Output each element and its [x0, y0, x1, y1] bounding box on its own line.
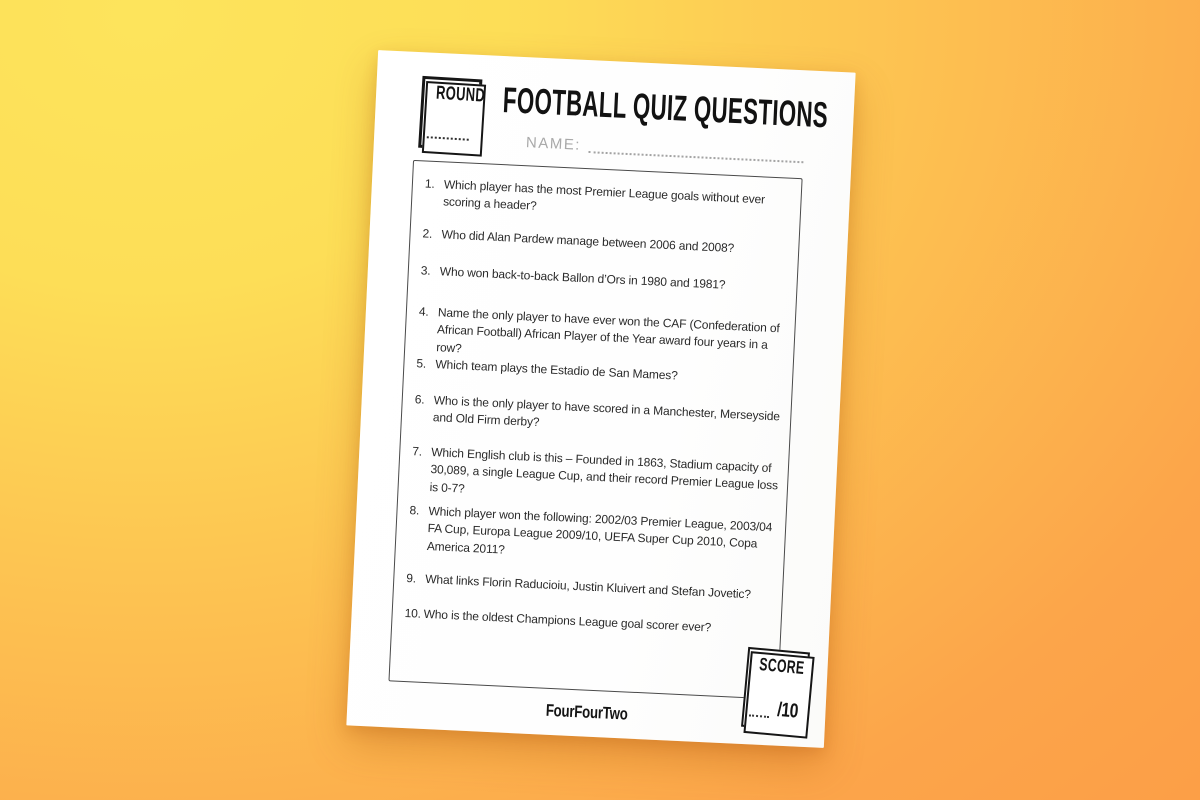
question-text: Who won back-to-back Ballon d’Ors in 1980 and 1981? — [439, 264, 726, 292]
question-item — [410, 443, 786, 513]
question-number: 5. — [416, 356, 427, 371]
question-text: Name the only player to have ever won the CAF (Confederation of African Football) African Player of the Year award four years in a row? — [435, 305, 780, 356]
question-text: Who is the only player to have scored in a Manchester, Merseyside and Old Firm derby? — [432, 393, 781, 430]
question-item — [404, 605, 778, 640]
question-number: 2. — [422, 226, 433, 241]
question-item — [406, 570, 780, 605]
quiz-sheet — [346, 50, 855, 748]
question-text: Which team plays the Estadio de San Mames? — [435, 357, 679, 383]
question-number: 8. — [409, 503, 420, 518]
question-text: Which English club is this – Founded in 1863, Stadium capacity of 30,089, a single League Cup, and their record Premier League loss is 0-7? — [429, 445, 779, 496]
questions-box — [388, 160, 802, 700]
score-label: SCORE — [758, 654, 806, 679]
fourfourtwo-logo: FourFourTwo — [544, 700, 628, 724]
question-number: 10. — [404, 605, 422, 621]
question-text: What links Florin Raducioiu, Justin Kluivert and Stefan Jovetic? — [424, 571, 752, 602]
question-text: Which player won the following: 2002/03 Premier League, 2003/04 FA Cup, Europa League 2009/10, UEFA Super Cup 2010, Copa America 2011? — [426, 504, 773, 557]
question-text: Who did Alan Pardew manage between 2006 and 2008? — [441, 227, 735, 256]
question-number: 3. — [420, 263, 431, 278]
name-row — [526, 135, 804, 163]
question-text: Who is the oldest Champions League goal scorer ever? — [423, 606, 712, 635]
question-item — [420, 262, 794, 297]
question-item — [424, 175, 799, 227]
score-total: /10 — [776, 698, 799, 723]
question-number: 9. — [406, 571, 417, 586]
round-fill-in-line — [427, 136, 469, 141]
page-title: FOOTBALL QUIZ QUESTIONS — [502, 79, 830, 136]
question-item — [422, 225, 796, 260]
question-item — [407, 502, 783, 572]
question-number: 4. — [418, 304, 429, 319]
round-number-box — [418, 76, 486, 152]
name-fill-in-line — [589, 139, 804, 163]
question-number: 7. — [412, 444, 423, 459]
question-number: 6. — [414, 392, 425, 407]
name-label: NAME: — [525, 134, 582, 154]
question-text: Which player has the most Premier League goals without ever scoring a header? — [442, 177, 766, 214]
question-number: 1. — [424, 176, 435, 191]
question-item — [414, 391, 789, 443]
round-label: ROUND — [435, 82, 486, 107]
